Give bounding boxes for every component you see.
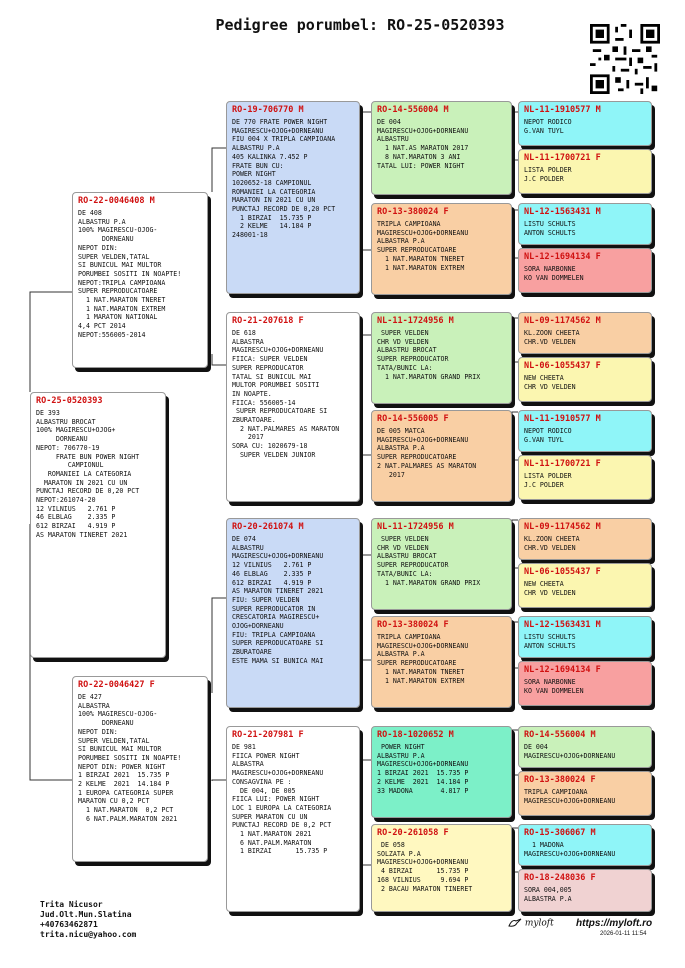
pigeon-info-line: 1 BIRZAI 15.735 P bbox=[232, 213, 312, 222]
pigeon-info-line: 1 NAT.MARATON 2021 bbox=[232, 830, 312, 839]
pigeon-card-ss[interactable] bbox=[226, 101, 360, 294]
pigeon-info-line: NEW CHEETA bbox=[524, 374, 564, 382]
pigeon-ring-id: RO-20-261058 F bbox=[377, 828, 449, 838]
pigeon-info-line: MAGIRESCU+OJOG+DORNEANU bbox=[232, 126, 324, 135]
pigeon-info-line: ZBURATOARE bbox=[232, 648, 272, 657]
pigeon-info-line: NEPOT:556005-2014 bbox=[78, 330, 146, 339]
pigeon-info-line: ALBASTRU P.A bbox=[232, 144, 280, 153]
pigeon-info-line: G.VAN TUYL bbox=[524, 435, 564, 444]
pigeon-info-line: ALBASTRU BROCAT bbox=[36, 417, 96, 426]
pigeon-info-line: ZBURATOARE. bbox=[232, 416, 276, 425]
pigeon-info-line: 2 KELME 2021 14.184 P bbox=[78, 780, 170, 789]
pigeon-info-line: ALBASTRA P.A bbox=[377, 650, 425, 659]
pigeon-ring-id: NL-11-1700721 F bbox=[524, 153, 601, 163]
pigeon-info-line: SUPER REPRODUCATOARE SI bbox=[232, 407, 328, 416]
pigeon-info-line: SUPER REPRODUCATOR bbox=[232, 363, 304, 372]
pigeon-info-line: 6 NAT.PALM.MARATON bbox=[232, 838, 312, 847]
pigeon-info-line: SUPER REPRODUCATOR IN bbox=[232, 604, 316, 613]
pigeon-info-line: POWER NIGHT bbox=[232, 170, 276, 179]
pigeon-ring-id: RO-19-706770 M bbox=[232, 105, 304, 115]
pigeon-info-line: FRATE BUN POWER NIGHT bbox=[36, 452, 140, 461]
pigeon-info-line: ALBASTRU bbox=[232, 543, 264, 552]
pigeon-card-ddd[interactable] bbox=[371, 824, 512, 912]
pigeon-info-line: 2017 bbox=[377, 470, 405, 479]
pigeon-info-line: CHR.VD VELDEN bbox=[524, 543, 576, 552]
pigeon-info-line: 33 MADONA 4.817 P bbox=[377, 786, 469, 795]
pigeon-info-line: FIU 004 X TRIPLA CAMPIOANA bbox=[232, 135, 336, 144]
pigeon-info-line: 612 BIRZAI 4.919 P bbox=[232, 578, 312, 587]
pigeon-ring-id: NL-11-1700721 F bbox=[524, 459, 601, 469]
pigeon-info-line: FIICA: 556005-14 bbox=[232, 398, 296, 407]
pigeon-info-line: FRATE BUN CU: bbox=[232, 161, 284, 170]
pigeon-info-line: SUPER VELDEN,TATAL bbox=[78, 252, 150, 261]
pigeon-info-line: 1 NAT.MARATON GRAND PRIX bbox=[377, 578, 481, 587]
myloft-logo bbox=[508, 918, 554, 929]
pigeon-card-dssd[interactable] bbox=[518, 563, 652, 608]
pigeon-card-dsss[interactable] bbox=[518, 518, 652, 560]
pigeon-info-line: 12 VILNIUS 2.761 P bbox=[232, 561, 312, 570]
pigeon-card-dam[interactable] bbox=[72, 676, 208, 862]
pigeon-ring-id: RO-18-1020652 M bbox=[377, 730, 454, 740]
pigeon-info-line: POWER NIGHT bbox=[377, 743, 425, 751]
pigeon-info-line: 248001-18 bbox=[232, 231, 268, 240]
pigeon-card-dds[interactable] bbox=[371, 726, 512, 818]
pigeon-info-line: DE 427 bbox=[78, 693, 102, 701]
pigeon-ring-id: NL-11-1724956 M bbox=[377, 522, 454, 532]
pigeon-info-line: DE 004 bbox=[377, 118, 401, 126]
pigeon-info-line: MAGIRESCU+OJOG+DORNEANU bbox=[524, 849, 616, 858]
pigeon-card-dsds[interactable] bbox=[518, 616, 652, 658]
pigeon-ring-id: RO-21-207618 F bbox=[232, 316, 304, 326]
pigeon-info-line: LISTA POLDER bbox=[524, 472, 572, 480]
pigeon-info-line: G.VAN TUYL bbox=[524, 126, 564, 135]
pigeon-info-line: SORA CU: 1020679-18 bbox=[232, 442, 308, 451]
pigeon-ring-id: RO-14-556005 F bbox=[377, 414, 449, 424]
pigeon-ring-id: NL-11-1724956 M bbox=[377, 316, 454, 326]
pigeon-info-line: ALBASTRA P.A bbox=[524, 894, 572, 903]
pigeon-info-line: SI BUNICUL MAI MULTOR bbox=[78, 745, 162, 754]
pigeon-info-line: SUPER VELDEN bbox=[377, 329, 429, 337]
pigeon-ring-id: NL-09-1174562 M bbox=[524, 522, 601, 532]
pigeon-info-line: 1 EUROPA CATEGORIA SUPER bbox=[78, 788, 174, 797]
pigeon-info-line: ALBASTRU BROCAT bbox=[377, 552, 437, 561]
pigeon-card-dddd[interactable] bbox=[518, 869, 652, 912]
pigeon-info-line: 2 NAT.PALMARES AS MARATON bbox=[377, 461, 477, 470]
pigeon-info-line: SUPER REPRODUCATOR bbox=[377, 355, 449, 364]
pigeon-card-sdds[interactable] bbox=[518, 410, 652, 452]
pigeon-info-line: TRIPLA CAMPIOANA bbox=[524, 788, 588, 796]
pigeon-info-line: NEPOT:261074-20 bbox=[36, 496, 96, 505]
pigeon-info-line: MAGIRESCU+OJOG+DORNEANU bbox=[524, 796, 616, 805]
pigeon-info-line: 1 MARATON NATIONAL bbox=[78, 313, 158, 322]
pigeon-info-line: MARATON IN 2021 CU UN bbox=[232, 196, 316, 205]
pigeon-info-line: CHR VD VELDEN bbox=[377, 337, 429, 346]
pigeon-info-line: DE 393 bbox=[36, 409, 60, 417]
pigeon-ring-id: NL-11-1910577 M bbox=[524, 414, 601, 424]
pigeon-info-line: 100% MAGIRESCU+OJOG+ bbox=[36, 426, 116, 435]
page-title: Pedigree porumbel: RO-25-0520393 bbox=[215, 16, 505, 34]
pigeon-card-ds[interactable] bbox=[226, 518, 360, 708]
pigeon-info-line: MAGIRESCU+OJOG+DORNEANU bbox=[377, 641, 469, 650]
pigeon-info-line: 1 NAT.MARATON GRAND PRIX bbox=[377, 372, 481, 381]
owner-info bbox=[40, 900, 136, 940]
pigeon-info-line: ANTON SCHULTS bbox=[524, 641, 576, 650]
pigeon-ring-id: RO-20-261074 M bbox=[232, 522, 304, 532]
pigeon-info-line: 2 BACAU MARATON TINERET bbox=[377, 884, 473, 893]
pigeon-info-line: MAGIRESCU+OJOG+DORNEANU bbox=[232, 346, 324, 355]
pigeon-info-line: DORNEANU bbox=[36, 435, 88, 444]
pigeon-info-line: TRIPLA CAMPIOANA bbox=[377, 220, 441, 228]
pigeon-ring-id: NL-12-1694134 F bbox=[524, 252, 601, 262]
pigeon-card-dsd[interactable] bbox=[371, 616, 512, 708]
pigeon-info-line: SORA NARBONNE bbox=[524, 678, 576, 686]
pigeon-info-line: ALBASTRA P.A bbox=[377, 444, 425, 453]
pigeon-info-line: ALBASTRA P.A bbox=[377, 237, 425, 246]
pigeon-info-line: DE 981 bbox=[232, 743, 256, 751]
pigeon-info-line: 2017 bbox=[232, 433, 264, 442]
pigeon-info-line: 1 NAT.MARATON EXTREM bbox=[377, 263, 465, 272]
pigeon-info-line: KL.ZOON CHEETA bbox=[524, 535, 580, 543]
pigeon-ring-id: RO-22-0046427 F bbox=[78, 680, 155, 690]
pigeon-info-line: MAGIRESCU+OJOG+DORNEANU bbox=[377, 126, 469, 135]
pigeon-info-line: 405 KALINKA 7.452 P bbox=[232, 152, 308, 161]
pigeon-card-subject[interactable] bbox=[30, 392, 166, 658]
pigeon-card-ddss[interactable] bbox=[518, 726, 652, 768]
pigeon-info-line: SORA NARBONNE bbox=[524, 265, 576, 273]
pigeon-info-line: 100% MAGIRESCU-OJOG- bbox=[78, 710, 158, 719]
pigeon-card-sss[interactable] bbox=[371, 101, 512, 195]
pigeon-info-line: MAGIRESCU+OJOG+DORNEANU bbox=[377, 760, 469, 769]
pigeon-info-line: 2 NAT.PALMARES AS MARATON bbox=[232, 424, 340, 433]
pigeon-info-line: CHR VD VELDEN bbox=[524, 588, 576, 597]
pigeon-info-line: SUPER REPRODUCATOARE bbox=[377, 659, 457, 668]
pigeon-info-line: AS MARATON TINERET 2021 bbox=[232, 587, 324, 596]
pigeon-info-line: CHR VD VELDEN bbox=[524, 382, 576, 391]
pigeon-info-line: PUNCTAJ RECORD DE 0,20 PCT bbox=[232, 205, 336, 214]
pigeon-info-line: MAGIRESCU+OJOG+DORNEANU bbox=[524, 751, 616, 760]
pigeon-logo-icon bbox=[508, 918, 522, 928]
pigeon-info-line: 1 NAT.AS MARATON 2017 bbox=[377, 144, 469, 153]
pigeon-info-line: SORA 004,005 bbox=[524, 886, 572, 894]
pigeon-info-line: LISTU SCHULTS bbox=[524, 633, 576, 641]
pigeon-info-line: ALBASTRA bbox=[232, 760, 264, 769]
pigeon-card-sdss[interactable] bbox=[518, 312, 652, 354]
pigeon-ring-id: RO-15-306067 M bbox=[524, 828, 596, 838]
pigeon-info-line: SUPER REPRODUCATOARE bbox=[78, 287, 158, 296]
pigeon-info-line: 1 NAT.MARATON EXTREM bbox=[377, 676, 465, 685]
logo-text: myloft bbox=[524, 918, 554, 929]
pigeon-card-sd[interactable] bbox=[226, 312, 360, 502]
pigeon-info-line: ANTON SCHULTS bbox=[524, 228, 576, 237]
pigeon-ring-id: RO-13-380024 F bbox=[377, 620, 449, 630]
pigeon-info-line: 100% MAGIRESCU-OJOG- bbox=[78, 226, 158, 235]
pigeon-info-line: 1 NAT.MARATON 0,2 PCT bbox=[78, 806, 174, 815]
pigeon-ring-id: NL-11-1910577 M bbox=[524, 105, 601, 115]
pigeon-info-line: SUPER VELDEN bbox=[377, 535, 429, 543]
pigeon-info-line: 4 BIRZAI 15.735 P bbox=[377, 867, 469, 876]
pigeon-info-line: NEPOT:TRIPLA CAMPIOANA bbox=[78, 278, 166, 287]
pigeon-info-line: KO VAN DOMMELEN bbox=[524, 273, 584, 282]
pigeon-info-line: TATA/BUNIC LA: bbox=[377, 569, 433, 578]
pigeon-ring-id: NL-12-1563431 M bbox=[524, 620, 601, 630]
pigeon-info-line: 1 BIRZAI 2021 15.735 P bbox=[377, 769, 469, 778]
pigeon-ring-id: RO-25-0520393 bbox=[36, 396, 103, 406]
pigeon-card-sdd[interactable] bbox=[371, 410, 512, 502]
pigeon-card-sire[interactable] bbox=[72, 192, 208, 368]
pigeon-info-line: SUPER REPRODUCATOARE bbox=[377, 246, 457, 255]
pigeon-info-line: 12 VILNIUS 2.761 P bbox=[36, 504, 116, 513]
pigeon-info-line: PORUMBEI SOSITI IN NOAPTE! bbox=[78, 753, 182, 762]
pigeon-info-line: ALBASTRU bbox=[377, 135, 409, 144]
pigeon-ring-id: RO-22-0046408 M bbox=[78, 196, 155, 206]
pigeon-info-line: DORNEANU bbox=[78, 719, 134, 728]
pigeon-ring-id: RO-14-556004 M bbox=[377, 105, 449, 115]
pigeon-info-line: DE 058 bbox=[377, 841, 405, 849]
owner-phone: +40763462871 bbox=[40, 920, 98, 929]
pigeon-card-ddds[interactable] bbox=[518, 824, 652, 866]
pigeon-info-line: ALBASTRU BROCAT bbox=[377, 346, 437, 355]
print-date: 2026-01-11 11:54 bbox=[600, 931, 647, 937]
pigeon-info-line: SUPER REPRODUCATOARE SI bbox=[232, 639, 324, 648]
pigeon-info-line: NEPOT: 706770-19 bbox=[36, 443, 100, 452]
pigeon-info-line: KO VAN DOMMELEN bbox=[524, 686, 584, 695]
pigeon-info-line: DORNEANU bbox=[78, 235, 134, 244]
pigeon-info-line: 46 ELBLAG 2.335 P bbox=[36, 513, 116, 522]
pigeon-info-line: MARATON IN 2021 CU UN bbox=[36, 478, 128, 487]
pigeon-info-line: 6 NAT.PALM.MARATON 2021 bbox=[78, 814, 178, 823]
pigeon-info-line: 168 VILNIUS 9.694 P bbox=[377, 875, 469, 884]
pigeon-info-line: ROMANIEI LA CATEGORIA bbox=[36, 469, 132, 478]
pigeon-info-line: NEPOT DIN: POWER NIGHT bbox=[78, 762, 166, 771]
pigeon-info-line: PUNCTAJ RECORD DE 0,20 PCT bbox=[36, 487, 140, 496]
pigeon-info-line: LOC 1 EUROPA LA CATEGORIA bbox=[232, 803, 332, 812]
pigeon-info-line: SUPER REPRODUCATOR bbox=[377, 561, 449, 570]
owner-address: Jud.Olt.Mun.Slatina bbox=[40, 910, 132, 919]
pigeon-info-line: AS MARATON TINERET 2021 bbox=[36, 530, 128, 539]
pigeon-ring-id: NL-06-1055437 F bbox=[524, 361, 601, 371]
pigeon-info-line: ALBASTRA bbox=[78, 701, 110, 710]
pigeon-info-line: MAGIRESCU+OJOG+DORNEANU bbox=[377, 228, 469, 237]
pigeon-card-dss[interactable] bbox=[371, 518, 512, 610]
pigeon-info-line: MARATON CU 0,2 PCT bbox=[78, 797, 150, 806]
pigeon-info-line: FIICA: SUPER VELDEN bbox=[232, 355, 308, 364]
pigeon-card-ssds[interactable] bbox=[518, 203, 652, 245]
pigeon-info-line: 1 BIRZAI 15.735 P bbox=[232, 847, 328, 856]
pigeon-card-sssd[interactable] bbox=[518, 149, 652, 194]
pigeon-info-line: DE 618 bbox=[232, 329, 256, 337]
pigeon-ring-id: RO-13-380024 F bbox=[524, 775, 596, 785]
pigeon-info-line: CHR.VD VELDEN bbox=[524, 337, 576, 346]
pigeon-info-line: 1 NAT.MARATON TNERET bbox=[78, 296, 166, 305]
pigeon-info-line: 1 NAT.MARATON TNERET bbox=[377, 667, 465, 676]
pigeon-info-line: PORUMBEI SOSITI IN NOAPTE! bbox=[78, 269, 182, 278]
pigeon-info-line: TATAL LUI: POWER NIGHT bbox=[377, 161, 465, 170]
pigeon-info-line: TRIPLA CAMPIOANA bbox=[377, 633, 441, 641]
pigeon-info-line: ALBASTRA bbox=[232, 337, 264, 346]
pigeon-info-line: DE 770 FRATE POWER NIGHT bbox=[232, 118, 328, 126]
pigeon-info-line: ROMANIEI LA CATEGORIA bbox=[232, 187, 316, 196]
pigeon-ring-id: NL-06-1055437 F bbox=[524, 567, 601, 577]
pigeon-card-ssdd[interactable] bbox=[518, 248, 652, 293]
pigeon-info-line: SUPER VELDEN JUNIOR bbox=[232, 450, 316, 459]
pigeon-info-line: 1020652-18 CAMPIONUL bbox=[232, 178, 312, 187]
pigeon-ring-id: RO-18-248036 F bbox=[524, 873, 596, 883]
pigeon-info-line: FIU: SUPER VELDEN bbox=[232, 595, 300, 604]
owner-name: Trita Nicusor bbox=[40, 900, 103, 909]
pigeon-ring-id: NL-12-1694134 F bbox=[524, 665, 601, 675]
pigeon-info-line: ALBASTRU P.A bbox=[78, 217, 126, 226]
website-link[interactable]: https://myloft.ro bbox=[576, 918, 653, 929]
pigeon-info-line: NEPOT RODICO bbox=[524, 427, 572, 435]
pigeon-info-line: MAGIRESCU+OJOG+DORNEANU bbox=[377, 858, 469, 867]
pigeon-info-line: 1 MADONA bbox=[524, 841, 564, 849]
pigeon-info-line: 612 BIRZAI 4.919 P bbox=[36, 522, 116, 531]
pigeon-card-sddd[interactable] bbox=[518, 455, 652, 500]
pigeon-info-line: DE 004, DE 005 bbox=[232, 786, 296, 795]
pigeon-info-line: SUPER MARATON CU UN bbox=[232, 812, 308, 821]
pigeon-card-ssss[interactable] bbox=[518, 101, 652, 146]
pigeon-info-line: FIICA POWER NIGHT bbox=[232, 751, 300, 760]
pigeon-info-line: J.C POLDER bbox=[524, 174, 564, 183]
pigeon-ring-id: RO-21-207981 F bbox=[232, 730, 304, 740]
pigeon-info-line: J.C POLDER bbox=[524, 480, 564, 489]
pigeon-info-line: 2 KELME 2021 14.184 P bbox=[377, 777, 469, 786]
pigeon-card-dsdd[interactable] bbox=[518, 661, 652, 706]
pigeon-info-line: SUPER VELDEN,TATAL bbox=[78, 736, 150, 745]
pigeon-info-line: LISTA POLDER bbox=[524, 166, 572, 174]
pigeon-info-line: MAGIRESCU+OJOG+DORNEANU bbox=[377, 435, 469, 444]
pigeon-info-line: TATA/BUNIC LA: bbox=[377, 363, 433, 372]
pigeon-card-dd[interactable] bbox=[226, 726, 360, 912]
pigeon-card-ssd[interactable] bbox=[371, 203, 512, 295]
pigeon-info-line: OJOG+DORNEANU bbox=[232, 622, 284, 631]
pigeon-info-line: 1 BIRZAI 2021 15.735 P bbox=[78, 771, 170, 780]
pigeon-info-line: CAMPIONUL bbox=[36, 461, 104, 470]
owner-email: trita.nicu@yahoo.com bbox=[40, 930, 137, 939]
pigeon-info-line: 1 NAT.MARATON TNERET bbox=[377, 254, 465, 263]
pigeon-info-line: CONSAGVINA PE : bbox=[232, 777, 292, 786]
pigeon-info-line: LISTU SCHULTS bbox=[524, 220, 576, 228]
pigeon-info-line: 1 NAT.MARATON EXTREM bbox=[78, 304, 166, 313]
pigeon-info-line: SUPER REPRODUCATOARE bbox=[377, 453, 457, 462]
pigeon-ring-id: RO-13-380024 F bbox=[377, 207, 449, 217]
pigeon-info-line: MULTOR PORUMBEI SOSITI bbox=[232, 381, 320, 390]
pigeon-info-line: DE 408 bbox=[78, 209, 102, 217]
pigeon-card-sds[interactable] bbox=[371, 312, 512, 404]
pigeon-info-line: PUNCTAJ RECORD DE 0,2 PCT bbox=[232, 821, 332, 830]
pigeon-info-line: IN NOAPTE. bbox=[232, 389, 272, 398]
pigeon-info-line: 4,4 PCT 2014 bbox=[78, 322, 126, 331]
pigeon-info-line: DE 074 bbox=[232, 535, 256, 543]
pigeon-info-line: DE 005 MATCA bbox=[377, 427, 425, 435]
pigeon-ring-id: NL-09-1174562 M bbox=[524, 316, 601, 326]
pigeon-info-line: CRESCATORIA MAGIRESCU+ bbox=[232, 613, 320, 622]
pigeon-info-line: NEPOT RODICO bbox=[524, 118, 572, 126]
pigeon-info-line: 8 NAT.MARATON 3 ANI bbox=[377, 152, 461, 161]
pigeon-info-line: NEPOT DIN: bbox=[78, 727, 118, 736]
pigeon-ring-id: RO-14-556004 M bbox=[524, 730, 596, 740]
pigeon-card-sdsd[interactable] bbox=[518, 357, 652, 402]
pigeon-info-line: FIU: TRIPLA CAMPIOANA bbox=[232, 630, 316, 639]
pigeon-info-line: FIICA LUI: POWER NIGHT bbox=[232, 795, 320, 804]
pigeon-ring-id: NL-12-1563431 M bbox=[524, 207, 601, 217]
pigeon-info-line: ESTE MAMA SI BUNICA MAI bbox=[232, 656, 324, 665]
qr-code bbox=[590, 24, 660, 94]
pigeon-info-line: SI BUNICUL MAI MULTOR bbox=[78, 261, 162, 270]
pigeon-info-line: MAGIRESCU+OJOG+DORNEANU bbox=[232, 769, 324, 778]
pigeon-info-line: CHR VD VELDEN bbox=[377, 543, 429, 552]
pigeon-info-line: 46 ELBLAG 2.335 P bbox=[232, 569, 312, 578]
pigeon-info-line: SOLZATA P.A bbox=[377, 849, 421, 858]
pigeon-info-line: NEPOT DIN: bbox=[78, 243, 118, 252]
pigeon-info-line: DE 004 bbox=[524, 743, 548, 751]
pigeon-info-line: KL.ZOON CHEETA bbox=[524, 329, 580, 337]
pigeon-info-line: ALBASTRU P.A bbox=[377, 751, 425, 760]
pigeon-info-line: 2 KELME 14.184 P bbox=[232, 222, 312, 231]
pigeon-card-ddsd[interactable] bbox=[518, 771, 652, 816]
pigeon-info-line: TATAL SI BUNICUL MAI bbox=[232, 372, 312, 381]
pigeon-info-line: NEW CHEETA bbox=[524, 580, 564, 588]
pigeon-info-line: MAGIRESCU+OJOG+DORNEANU bbox=[232, 552, 324, 561]
